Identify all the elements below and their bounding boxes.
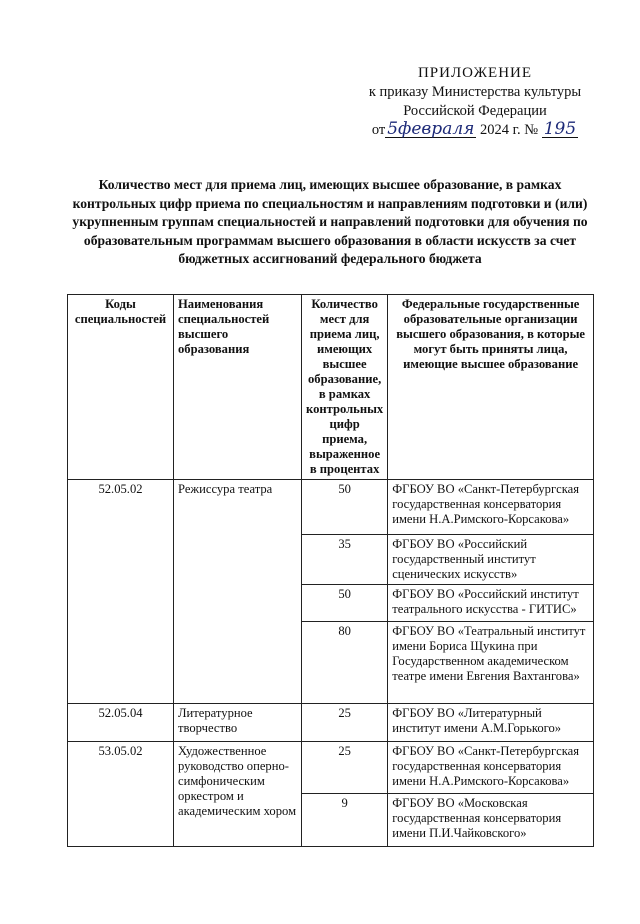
organization-cell: ФГБОУ ВО «Российский государственный институт сценических искусств» xyxy=(388,535,594,585)
appendix-heading: ПРИЛОЖЕНИЕ xyxy=(417,65,533,81)
organization-cell: ФГБОУ ВО «Литературный институт имени А.М.Горького» xyxy=(388,704,594,742)
order-number-handwritten: 195 xyxy=(543,119,577,139)
table-row xyxy=(68,742,594,794)
order-date-prefix: от xyxy=(371,122,386,138)
organization-cell: ФГБОУ ВО «Санкт-Петербургская государственная консерватория имени Н.А.Римского-Корсакова» xyxy=(388,742,594,794)
header-percent: Количество мест для приема лиц, имеющих высшее образование, в рамках контрольных цифр приема, выраженное в процентах xyxy=(302,295,388,480)
appendix-block xyxy=(360,64,590,140)
table-row xyxy=(68,704,594,742)
percent-cell: 25 xyxy=(302,742,388,794)
table-row xyxy=(68,480,594,535)
places-table xyxy=(67,294,594,847)
specialty-name: Литературное творчество xyxy=(174,704,302,742)
specialty-code: 52.05.02 xyxy=(68,480,174,704)
organization-cell: ФГБОУ ВО «Российский институт театрального искусства - ГИТИС» xyxy=(388,585,594,622)
percent-cell: 50 xyxy=(302,585,388,622)
header-codes: Коды специальностей xyxy=(68,295,174,480)
percent-cell: 80 xyxy=(302,622,388,704)
organization-cell: ФГБОУ ВО «Московская государственная консерватория имени П.И.Чайковского» xyxy=(388,794,594,847)
header-specialty-names: Наименования специальностей высшего образования xyxy=(174,295,302,480)
specialty-code: 53.05.02 xyxy=(68,742,174,847)
specialty-name: Художественное руководство оперно-симфоническим оркестром и академическим хором xyxy=(174,742,302,847)
percent-cell: 35 xyxy=(302,535,388,585)
specialty-name: Режиссура театра xyxy=(174,480,302,704)
order-date-line xyxy=(360,121,590,140)
order-year: 2024 г. № xyxy=(480,122,539,138)
specialty-code: 52.05.04 xyxy=(68,704,174,742)
appendix-line-2: Российской Федерации xyxy=(403,103,547,119)
order-date-handwritten: 5февраля xyxy=(387,119,475,139)
percent-cell: 50 xyxy=(302,480,388,535)
organization-cell: ФГБОУ ВО «Театральный институт имени Бориса Щукина при Государственном академическом театре имени Евгения Вахтангова» xyxy=(388,622,594,704)
appendix-line-1: к приказу Министерства культуры xyxy=(368,84,582,100)
percent-cell: 9 xyxy=(302,794,388,847)
organization-cell: ФГБОУ ВО «Санкт-Петербургская государственная консерватория имени Н.А.Римского-Корсакова» xyxy=(388,480,594,535)
table-header-row xyxy=(68,295,594,480)
document-title: Количество мест для приема лиц, имеющих высшее образование, в рамках контрольных цифр приема по специальностям и направлениям подготовки и (или) укрупненным группам специальностей и направлений подготовки для обучения по образовательным программам высшего образования в области искусств за счет бюджетных ассигнований федерального бюджета xyxy=(72,177,588,266)
header-organizations: Федеральные государственные образовательные организации высшего образования, в которые могут быть приняты лица, имеющие высшее образование xyxy=(388,295,594,480)
percent-cell: 25 xyxy=(302,704,388,742)
